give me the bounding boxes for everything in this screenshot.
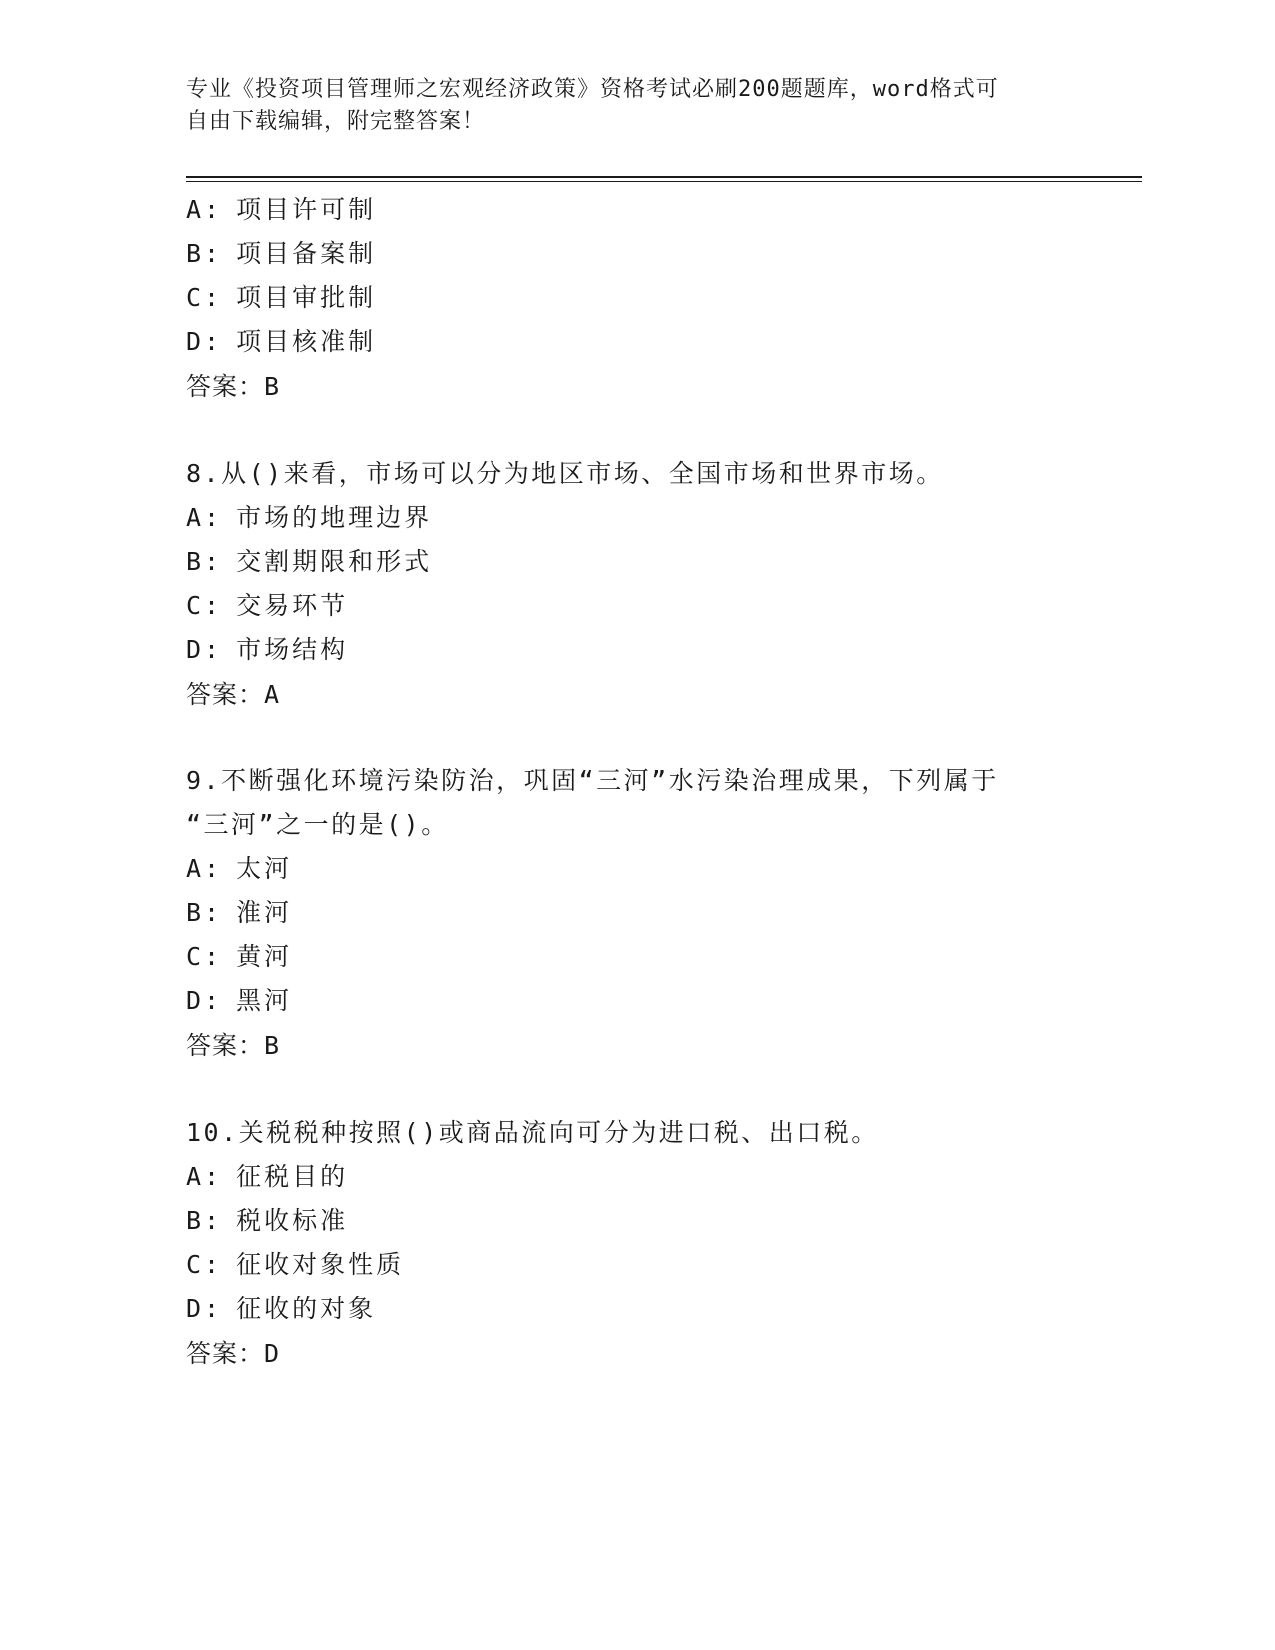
option-text: 项目许可制 bbox=[236, 195, 377, 224]
q9-option-a bbox=[186, 853, 292, 885]
option-letter: C: bbox=[186, 1250, 223, 1279]
q7-option-b bbox=[186, 238, 376, 270]
option-text: 淮河 bbox=[236, 898, 293, 927]
q7-option-d bbox=[186, 326, 376, 358]
q9-question-line-1: 9.不断强化环境污染防治，巩固“三河”水污染治理成果，下列属于 bbox=[186, 766, 999, 795]
q8-answer: 答案：A bbox=[186, 680, 281, 709]
header-line-2: 自由下载编辑，附完整答案！ bbox=[186, 109, 486, 134]
option-letter: D: bbox=[186, 986, 223, 1015]
option-letter: B: bbox=[186, 1206, 223, 1235]
option-text: 交易环节 bbox=[236, 591, 349, 620]
header-divider-thick bbox=[186, 176, 1142, 178]
header-divider-thin bbox=[186, 181, 1142, 182]
q7-option-a bbox=[186, 194, 376, 226]
q8-question: 8.从()来看，市场可以分为地区市场、全国市场和世界市场。 bbox=[186, 459, 944, 488]
q9-option-c bbox=[186, 941, 292, 973]
option-letter: C: bbox=[186, 942, 223, 971]
q8-option-a bbox=[186, 502, 432, 534]
q9-question-line-2: “三河”之一的是()。 bbox=[186, 810, 449, 839]
q10-option-b bbox=[186, 1205, 348, 1237]
option-text: 征税目的 bbox=[236, 1162, 349, 1191]
option-text: 市场的地理边界 bbox=[236, 503, 433, 532]
option-letter: B: bbox=[186, 239, 223, 268]
q10-answer: 答案：D bbox=[186, 1339, 281, 1368]
option-letter: C: bbox=[186, 591, 223, 620]
q8-option-b bbox=[186, 546, 432, 578]
option-letter: A: bbox=[186, 854, 223, 883]
q10-option-a bbox=[186, 1161, 348, 1193]
option-letter: B: bbox=[186, 547, 223, 576]
option-text: 税收标准 bbox=[236, 1206, 349, 1235]
option-letter: D: bbox=[186, 1294, 223, 1323]
option-text: 黄河 bbox=[236, 942, 293, 971]
q10-option-c bbox=[186, 1249, 404, 1281]
document-header bbox=[186, 74, 1086, 138]
option-text: 征收对象性质 bbox=[236, 1250, 405, 1279]
option-letter: D: bbox=[186, 327, 223, 356]
q8-option-d bbox=[186, 634, 348, 666]
option-text: 征收的对象 bbox=[236, 1294, 377, 1323]
option-text: 项目备案制 bbox=[236, 239, 377, 268]
q9-answer: 答案：B bbox=[186, 1031, 281, 1060]
q9-option-b bbox=[186, 897, 292, 929]
option-text: 黑河 bbox=[236, 986, 293, 1015]
q8-option-c bbox=[186, 590, 348, 622]
q10-option-d bbox=[186, 1293, 376, 1325]
option-text: 太河 bbox=[236, 854, 293, 883]
q9-option-d bbox=[186, 985, 292, 1017]
q7-answer: 答案：B bbox=[186, 372, 281, 401]
option-text: 项目审批制 bbox=[236, 283, 377, 312]
option-text: 项目核准制 bbox=[236, 327, 377, 356]
option-letter: A: bbox=[186, 195, 223, 224]
option-letter: A: bbox=[186, 503, 223, 532]
option-text: 市场结构 bbox=[236, 635, 349, 664]
option-text: 交割期限和形式 bbox=[236, 547, 433, 576]
option-letter: A: bbox=[186, 1162, 223, 1191]
header-line-1: 专业《投资项目管理师之宏观经济政策》资格考试必刷200题题库，word格式可 bbox=[186, 77, 999, 102]
q10-question: 10.关税税种按照()或商品流向可分为进口税、出口税。 bbox=[186, 1118, 879, 1147]
option-letter: B: bbox=[186, 898, 223, 927]
option-letter: C: bbox=[186, 283, 223, 312]
option-letter: D: bbox=[186, 635, 223, 664]
q7-option-c bbox=[186, 282, 376, 314]
